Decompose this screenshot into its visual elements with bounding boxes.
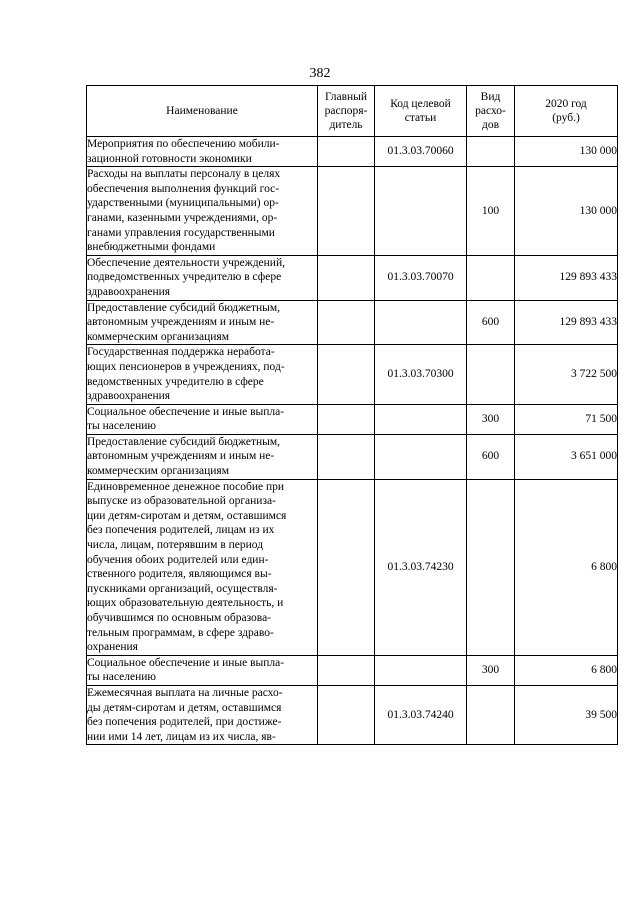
header-kind: Вид расхо- дов <box>467 86 515 137</box>
row-amount: 3 722 500 <box>515 345 618 404</box>
row-admin <box>318 300 375 345</box>
row-kind: 300 <box>467 404 515 434</box>
table-row <box>87 255 618 300</box>
row-admin <box>318 479 375 655</box>
row-name: Предоставление субсидий бюджетным, автономным учреждениям и иным не- коммерческим организациям <box>87 300 318 345</box>
row-code: 01.3.03.70300 <box>375 345 467 404</box>
table-row <box>87 137 618 167</box>
row-admin <box>318 655 375 685</box>
row-admin <box>318 345 375 404</box>
row-code <box>375 404 467 434</box>
row-admin <box>318 255 375 300</box>
header-code: Код целевой статьи <box>375 86 467 137</box>
row-name: Единовременное денежное пособие при выпуске из образовательной организа- ции детям-сиротам и детям, оставшимся без попечения родителей, лицам из их числа, лицам, потерявшим в период обучения обоих родителей или един- ственного родителя, являющимся вы- пускниками организаций, осуществля- ющих образовательную деятельность, и обучившимся по основным образова- тельным программам, в сфере здраво- охранения <box>87 479 318 655</box>
row-code <box>375 434 467 479</box>
row-kind <box>467 137 515 167</box>
row-admin <box>318 685 375 744</box>
row-name: Государственная поддержка неработа- ющих пенсионеров в учреждениях, под- ведомственных учредителю в сфере здравоохранения <box>87 345 318 404</box>
row-kind <box>467 685 515 744</box>
row-admin <box>318 404 375 434</box>
row-amount: 129 893 433 <box>515 300 618 345</box>
row-admin <box>318 167 375 256</box>
header-name: Наименование <box>87 86 318 137</box>
row-kind: 600 <box>467 434 515 479</box>
table-row <box>87 300 618 345</box>
header-row <box>87 86 618 137</box>
row-code: 01.3.03.74230 <box>375 479 467 655</box>
row-name: Расходы на выплаты персоналу в целях обеспечения выполнения функций гос- ударственными (муниципальными) ор- ганами, казенными учреждениями, ор- ганами управления государственными внебюджетными фондами <box>87 167 318 256</box>
row-kind <box>467 255 515 300</box>
row-amount: 39 500 <box>515 685 618 744</box>
budget-table <box>86 85 618 745</box>
row-kind <box>467 479 515 655</box>
row-name: Ежемесячная выплата на личные расхо- ды детям-сиротам и детям, оставшимся без попечения родителей, при достиже- нии ими 14 лет, лицам из их числа, яв- <box>87 685 318 744</box>
table-row <box>87 479 618 655</box>
row-amount: 130 000 <box>515 137 618 167</box>
row-code <box>375 167 467 256</box>
row-code: 01.3.03.70060 <box>375 137 467 167</box>
table-row <box>87 345 618 404</box>
row-amount: 6 800 <box>515 655 618 685</box>
row-amount: 130 000 <box>515 167 618 256</box>
row-amount: 3 651 000 <box>515 434 618 479</box>
header-amount: 2020 год (руб.) <box>515 86 618 137</box>
table-row <box>87 404 618 434</box>
header-admin: Главный распоря- дитель <box>318 86 375 137</box>
row-code: 01.3.03.70070 <box>375 255 467 300</box>
row-kind: 100 <box>467 167 515 256</box>
row-admin <box>318 137 375 167</box>
row-amount: 6 800 <box>515 479 618 655</box>
row-kind: 600 <box>467 300 515 345</box>
table-row <box>87 655 618 685</box>
row-name: Социальное обеспечение и иные выпла- ты населению <box>87 404 318 434</box>
row-name: Предоставление субсидий бюджетным, автономным учреждениям и иным не- коммерческим организациям <box>87 434 318 479</box>
row-code <box>375 655 467 685</box>
table-row <box>87 434 618 479</box>
row-kind <box>467 345 515 404</box>
row-code: 01.3.03.74240 <box>375 685 467 744</box>
row-amount: 71 500 <box>515 404 618 434</box>
row-code <box>375 300 467 345</box>
row-name: Обеспечение деятельности учреждений, подведомственных учредителю в сфере здравоохранения <box>87 255 318 300</box>
table-row <box>87 167 618 256</box>
row-name: Социальное обеспечение и иные выпла- ты населению <box>87 655 318 685</box>
table-row <box>87 685 618 744</box>
row-amount: 129 893 433 <box>515 255 618 300</box>
row-kind: 300 <box>467 655 515 685</box>
row-name: Мероприятия по обеспечению мобили- зационной готовности экономики <box>87 137 318 167</box>
page-number: 382 <box>309 66 331 81</box>
row-admin <box>318 434 375 479</box>
